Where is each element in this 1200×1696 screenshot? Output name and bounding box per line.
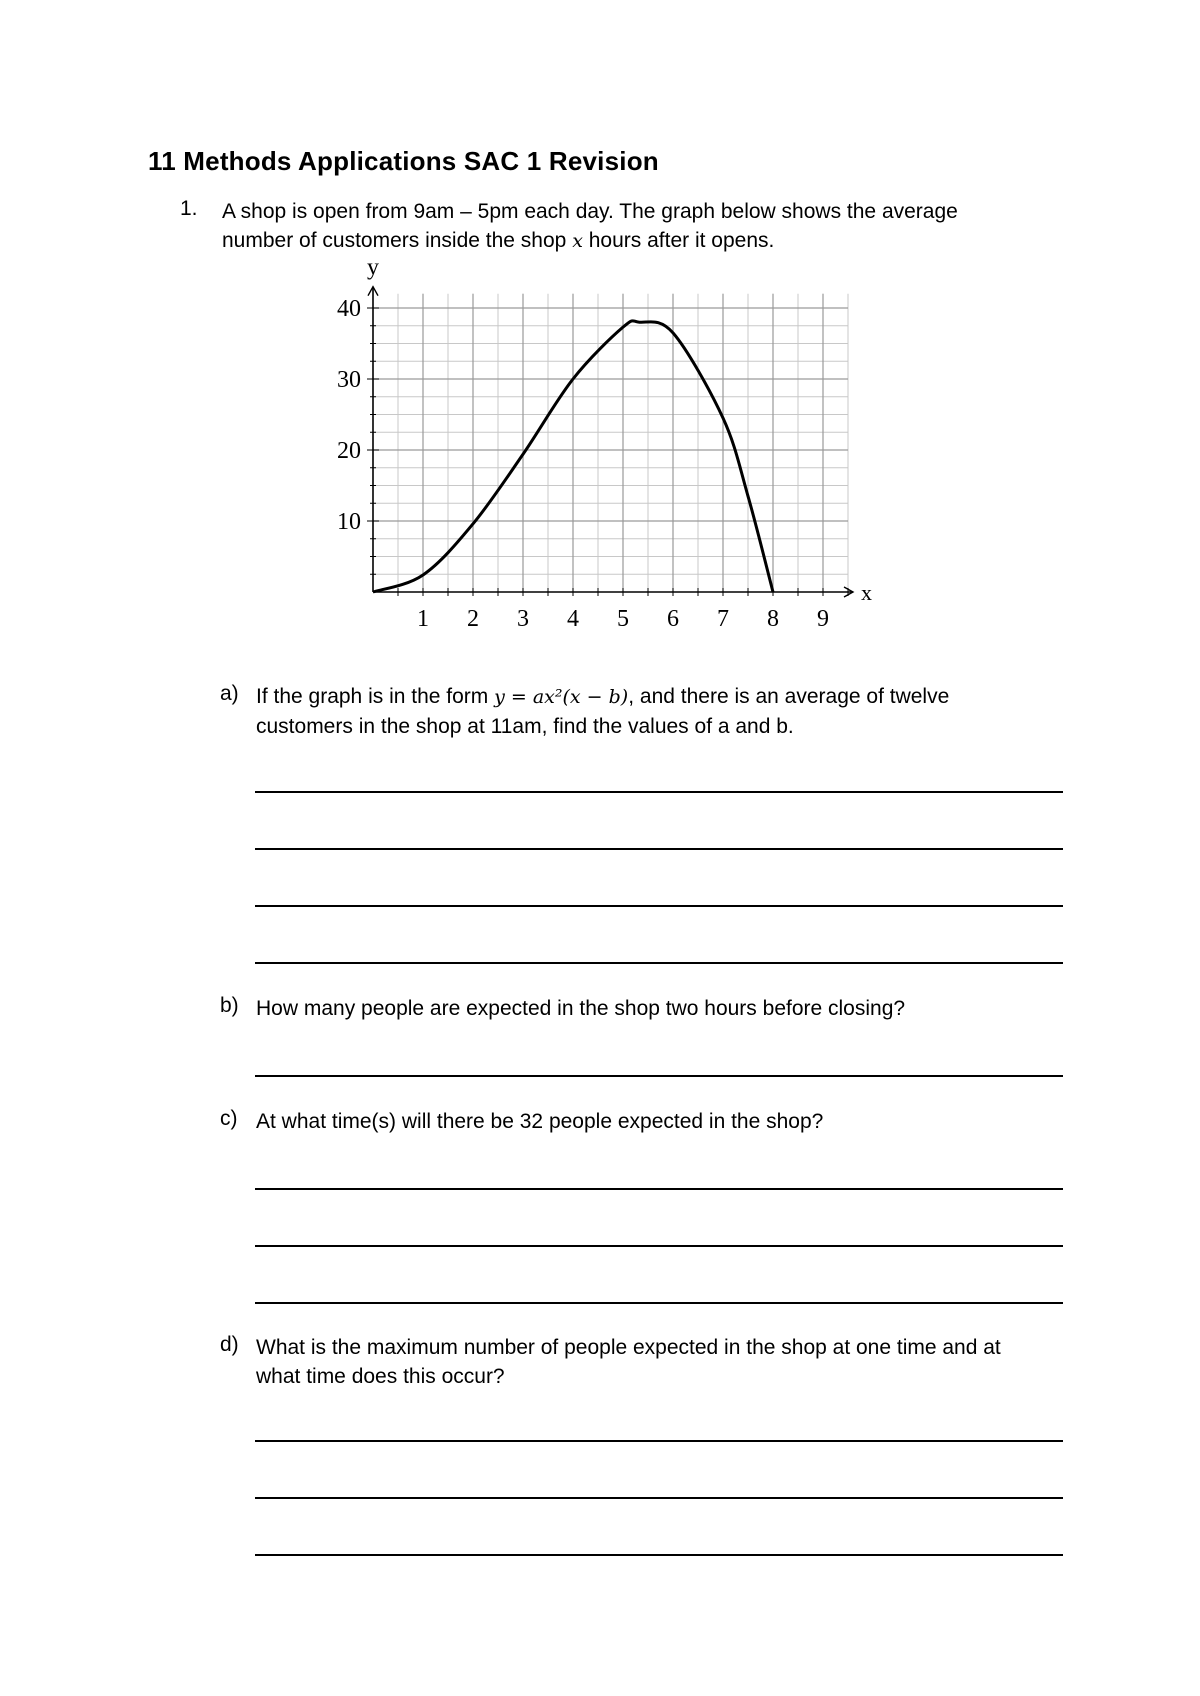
x-tick-label: 3 — [517, 606, 529, 632]
answer-line[interactable] — [255, 1075, 1063, 1077]
question-text-line2b: hours after it opens. — [582, 229, 775, 252]
part-a-formula: y = ax²(x − b) — [494, 686, 629, 708]
answer-line[interactable] — [255, 1245, 1063, 1247]
x-tick-label: 6 — [667, 606, 679, 632]
x-tick-label: 7 — [717, 606, 729, 632]
part-d-line2: what time does this occur? — [256, 1365, 505, 1388]
part-b-label: b) — [220, 994, 239, 1017]
answer-line[interactable] — [255, 1188, 1063, 1190]
y-tick-label: 40 — [337, 296, 361, 322]
x-tick-label: 5 — [617, 606, 629, 632]
part-a-line1-pre: If the graph is in the form — [256, 685, 495, 708]
axes-layer — [367, 287, 853, 597]
answer-line[interactable] — [255, 905, 1063, 907]
x-tick-label: 1 — [417, 606, 429, 632]
question-text — [222, 197, 1042, 256]
question-number: 1. — [180, 197, 198, 220]
part-c-text: At what time(s) will there be 32 people expected in the shop? — [256, 1110, 824, 1133]
part-d-label: d) — [220, 1333, 239, 1356]
answer-line[interactable] — [255, 848, 1063, 850]
x-tick-label: 2 — [467, 606, 479, 632]
customers-graph — [300, 255, 890, 635]
part-d-text — [256, 1333, 1056, 1391]
part-b-text: How many people are expected in the shop two hours before closing? — [256, 997, 906, 1020]
part-c-label: c) — [220, 1107, 238, 1130]
x-tick-label: 4 — [567, 606, 579, 632]
answer-line[interactable] — [255, 791, 1063, 793]
answer-line[interactable] — [255, 1497, 1063, 1499]
answer-line[interactable] — [255, 962, 1063, 964]
answer-line[interactable] — [255, 1554, 1063, 1556]
part-a-line1-post: , and there is an average of twelve — [628, 685, 950, 708]
question-text-line1: A shop is open from 9am – 5pm each day. The graph below shows the average — [222, 200, 958, 223]
y-axis-label: y — [367, 255, 379, 281]
tick-labels — [337, 255, 872, 632]
y-tick-label: 10 — [337, 509, 361, 535]
x-tick-label: 8 — [767, 606, 779, 632]
page-title: 11 Methods Applications SAC 1 Revision — [148, 146, 659, 176]
x-tick-label: 9 — [817, 606, 829, 632]
answer-line[interactable] — [255, 1302, 1063, 1304]
y-tick-label: 30 — [337, 367, 361, 393]
question-text-line2a: number of customers inside the shop — [222, 229, 573, 252]
x-axis-label: x — [861, 580, 872, 605]
answer-line[interactable] — [255, 1440, 1063, 1442]
part-d-line1: What is the maximum number of people expected in the shop at one time and at — [256, 1336, 1001, 1359]
y-tick-label: 20 — [337, 438, 361, 464]
part-a-line2: customers in the shop at 11am, find the values of a and b. — [256, 715, 794, 738]
part-a-text — [256, 682, 1056, 741]
part-a-label: a) — [220, 682, 239, 705]
question-variable: x — [572, 230, 583, 252]
